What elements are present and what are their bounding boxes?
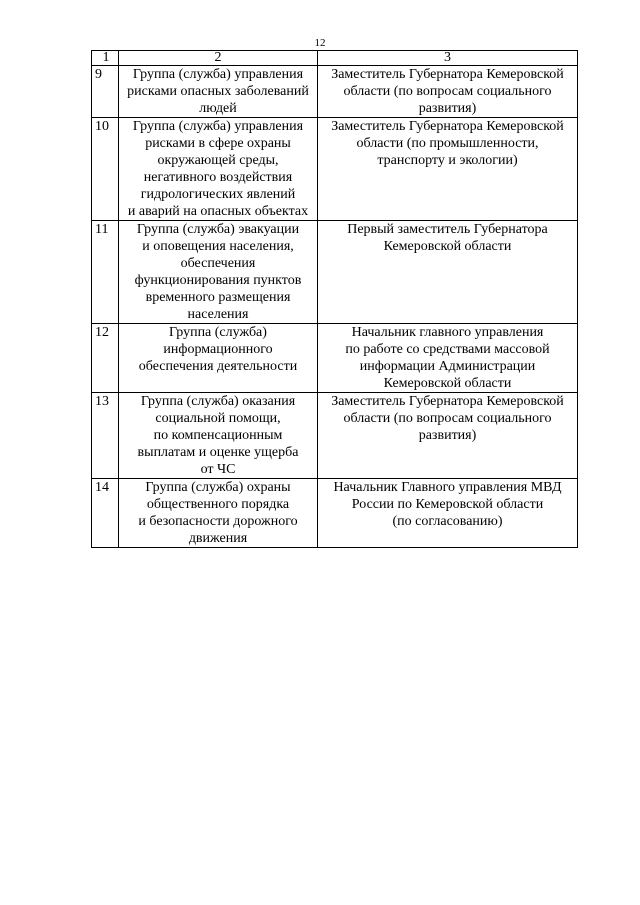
table-row [92, 324, 578, 393]
responsible-person: Заместитель Губернатора Кемеровской области (по промышленности, транспорту и экологии) [318, 118, 578, 221]
responsible-person: Заместитель Губернатора Кемеровской области (по вопросам социального развития) [318, 66, 578, 118]
table-row [92, 479, 578, 548]
row-number: 12 [92, 324, 119, 393]
group-name: Группа (служба) оказания социальной помощи, по компенсационным выплатам и оценке ущерба от ЧС [119, 393, 318, 479]
responsible-person: Первый заместитель Губернатора Кемеровской области [318, 221, 578, 324]
row-number: 11 [92, 221, 119, 324]
table-row [92, 221, 578, 324]
table-header-row [92, 51, 578, 66]
header-col-1: 1 [92, 51, 119, 66]
responsible-person: Начальник главного управления по работе со средствами массовой информации Администрации Кемеровской области [318, 324, 578, 393]
page-number: 12 [314, 37, 326, 49]
responsibility-table [91, 50, 578, 548]
table-row [92, 66, 578, 118]
header-col-3: 3 [318, 51, 578, 66]
row-number: 13 [92, 393, 119, 479]
group-name: Группа (служба) эвакуации и оповещения населения, обеспечения функционирования пунктов временного размещения населения [119, 221, 318, 324]
group-name: Группа (служба) информационного обеспечения деятельности [119, 324, 318, 393]
responsible-person: Заместитель Губернатора Кемеровской области (по вопросам социального развития) [318, 393, 578, 479]
row-number: 9 [92, 66, 119, 118]
group-name: Группа (служба) управления рисками в сфере охраны окружающей среды, негативного воздействия гидрологических явлений и аварий на опасных объектах [119, 118, 318, 221]
table-row [92, 118, 578, 221]
header-col-2: 2 [119, 51, 318, 66]
table-row [92, 393, 578, 479]
group-name: Группа (служба) охраны общественного порядка и безопасности дорожного движения [119, 479, 318, 548]
row-number: 10 [92, 118, 119, 221]
group-name: Группа (служба) управления рисками опасных заболеваний людей [119, 66, 318, 118]
row-number: 14 [92, 479, 119, 548]
responsible-person: Начальник Главного управления МВД России по Кемеровской области (по согласованию) [318, 479, 578, 548]
